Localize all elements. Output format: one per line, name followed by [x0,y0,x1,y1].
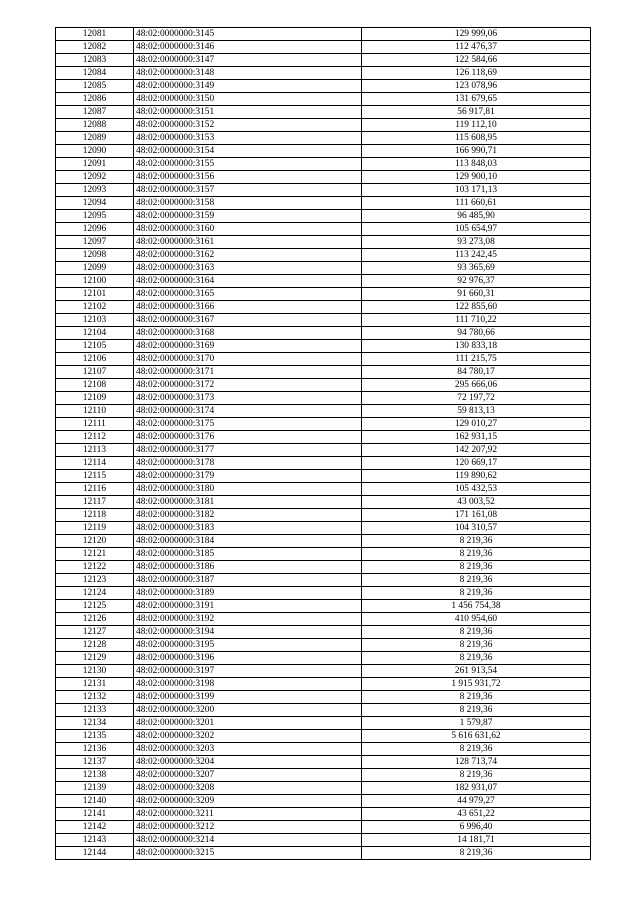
value-cell: 122 855,60 [362,301,591,314]
table-row [56,795,591,808]
table-row [56,847,591,860]
value-cell: 104 310,57 [362,522,591,535]
value-cell: 43 003,52 [362,496,591,509]
value-cell: 115 608,95 [362,132,591,145]
table-row [56,392,591,405]
value-cell: 8 219,36 [362,847,591,860]
value-cell: 8 219,36 [362,548,591,561]
table-row [56,223,591,236]
cadastral-number-cell: 48:02:0000000:3175 [134,418,362,431]
row-number-cell: 12100 [56,275,134,288]
row-number-cell: 12138 [56,769,134,782]
value-cell: 131 679,65 [362,93,591,106]
table-row [56,431,591,444]
row-number-cell: 12095 [56,210,134,223]
value-cell: 5 616 631,62 [362,730,591,743]
row-number-cell: 12099 [56,262,134,275]
table-row [56,405,591,418]
cadastral-number-cell: 48:02:0000000:3209 [134,795,362,808]
cadastral-number-cell: 48:02:0000000:3185 [134,548,362,561]
value-cell: 8 219,36 [362,639,591,652]
table-row [56,145,591,158]
value-cell: 295 666,06 [362,379,591,392]
value-cell: 92 976,37 [362,275,591,288]
value-cell: 128 713,74 [362,756,591,769]
cadastral-number-cell: 48:02:0000000:3208 [134,782,362,795]
value-cell: 129 900,10 [362,171,591,184]
table-row [56,275,591,288]
table-row [56,262,591,275]
row-number-cell: 12143 [56,834,134,847]
table-row [56,652,591,665]
cadastral-number-cell: 48:02:0000000:3202 [134,730,362,743]
row-number-cell: 12098 [56,249,134,262]
cadastral-number-cell: 48:02:0000000:3163 [134,262,362,275]
row-number-cell: 12124 [56,587,134,600]
table-row [56,327,591,340]
row-number-cell: 12139 [56,782,134,795]
cadastral-number-cell: 48:02:0000000:3201 [134,717,362,730]
value-cell: 142 207,92 [362,444,591,457]
cadastral-number-cell: 48:02:0000000:3148 [134,67,362,80]
row-number-cell: 12108 [56,379,134,392]
table-row [56,756,591,769]
row-number-cell: 12089 [56,132,134,145]
table-row [56,210,591,223]
cadastral-number-cell: 48:02:0000000:3151 [134,106,362,119]
value-cell: 410 954,60 [362,613,591,626]
value-cell: 8 219,36 [362,561,591,574]
cadastral-number-cell: 48:02:0000000:3181 [134,496,362,509]
cadastral-number-cell: 48:02:0000000:3197 [134,665,362,678]
value-cell: 182 931,07 [362,782,591,795]
value-cell: 59 813,13 [362,405,591,418]
cadastral-value-table [55,27,591,860]
row-number-cell: 12136 [56,743,134,756]
value-cell: 130 833,18 [362,340,591,353]
cadastral-number-cell: 48:02:0000000:3200 [134,704,362,717]
cadastral-number-cell: 48:02:0000000:3156 [134,171,362,184]
row-number-cell: 12085 [56,80,134,93]
cadastral-number-cell: 48:02:0000000:3147 [134,54,362,67]
cadastral-number-cell: 48:02:0000000:3162 [134,249,362,262]
table-row [56,639,591,652]
value-cell: 129 999,06 [362,28,591,41]
row-number-cell: 12134 [56,717,134,730]
value-cell: 8 219,36 [362,535,591,548]
cadastral-number-cell: 48:02:0000000:3152 [134,119,362,132]
row-number-cell: 12104 [56,327,134,340]
row-number-cell: 12137 [56,756,134,769]
row-number-cell: 12142 [56,821,134,834]
row-number-cell: 12129 [56,652,134,665]
row-number-cell: 12102 [56,301,134,314]
table-row [56,548,591,561]
cadastral-number-cell: 48:02:0000000:3203 [134,743,362,756]
value-cell: 96 485,90 [362,210,591,223]
cadastral-number-cell: 48:02:0000000:3179 [134,470,362,483]
value-cell: 119 112,10 [362,119,591,132]
value-cell: 8 219,36 [362,626,591,639]
value-cell: 111 215,75 [362,353,591,366]
table-row [56,535,591,548]
cadastral-number-cell: 48:02:0000000:3192 [134,613,362,626]
table-row [56,171,591,184]
value-cell: 166 990,71 [362,145,591,158]
cadastral-number-cell: 48:02:0000000:3153 [134,132,362,145]
row-number-cell: 12122 [56,561,134,574]
cadastral-number-cell: 48:02:0000000:3160 [134,223,362,236]
table-row [56,496,591,509]
table-row [56,197,591,210]
value-cell: 8 219,36 [362,652,591,665]
value-cell: 105 432,53 [362,483,591,496]
row-number-cell: 12096 [56,223,134,236]
table-row [56,587,591,600]
row-number-cell: 12090 [56,145,134,158]
cadastral-number-cell: 48:02:0000000:3170 [134,353,362,366]
table-row [56,470,591,483]
value-cell: 113 242,45 [362,249,591,262]
table-row [56,366,591,379]
cadastral-number-cell: 48:02:0000000:3164 [134,275,362,288]
cadastral-number-cell: 48:02:0000000:3182 [134,509,362,522]
table-row [56,80,591,93]
cadastral-number-cell: 48:02:0000000:3207 [134,769,362,782]
cadastral-number-cell: 48:02:0000000:3211 [134,808,362,821]
row-number-cell: 12131 [56,678,134,691]
value-cell: 84 780,17 [362,366,591,379]
cadastral-number-cell: 48:02:0000000:3198 [134,678,362,691]
row-number-cell: 12144 [56,847,134,860]
cadastral-number-cell: 48:02:0000000:3186 [134,561,362,574]
cadastral-number-cell: 48:02:0000000:3195 [134,639,362,652]
value-cell: 91 660,31 [362,288,591,301]
value-cell: 119 890,62 [362,470,591,483]
row-number-cell: 12141 [56,808,134,821]
cadastral-number-cell: 48:02:0000000:3183 [134,522,362,535]
table-row [56,418,591,431]
table-row [56,132,591,145]
table-row [56,457,591,470]
row-number-cell: 12119 [56,522,134,535]
table-row [56,691,591,704]
cadastral-number-cell: 48:02:0000000:3171 [134,366,362,379]
cadastral-number-cell: 48:02:0000000:3187 [134,574,362,587]
value-cell: 111 660,61 [362,197,591,210]
value-cell: 8 219,36 [362,587,591,600]
value-cell: 8 219,36 [362,743,591,756]
cadastral-number-cell: 48:02:0000000:3194 [134,626,362,639]
table-row [56,301,591,314]
value-cell: 94 780,66 [362,327,591,340]
cadastral-number-cell: 48:02:0000000:3150 [134,93,362,106]
value-cell: 126 118,69 [362,67,591,80]
value-cell: 129 010,27 [362,418,591,431]
value-cell: 1 579,87 [362,717,591,730]
row-number-cell: 12081 [56,28,134,41]
table-row [56,613,591,626]
row-number-cell: 12126 [56,613,134,626]
table-row [56,444,591,457]
row-number-cell: 12117 [56,496,134,509]
value-cell: 103 171,13 [362,184,591,197]
value-cell: 171 161,08 [362,509,591,522]
row-number-cell: 12118 [56,509,134,522]
table-row [56,54,591,67]
table-row [56,665,591,678]
cadastral-number-cell: 48:02:0000000:3154 [134,145,362,158]
table-row [56,249,591,262]
row-number-cell: 12112 [56,431,134,444]
row-number-cell: 12082 [56,41,134,54]
table-row [56,600,591,613]
value-cell: 8 219,36 [362,574,591,587]
value-cell: 261 913,54 [362,665,591,678]
value-cell: 1 915 931,72 [362,678,591,691]
row-number-cell: 12128 [56,639,134,652]
value-cell: 1 456 754,38 [362,600,591,613]
value-cell: 14 181,71 [362,834,591,847]
cadastral-number-cell: 48:02:0000000:3167 [134,314,362,327]
value-cell: 93 365,69 [362,262,591,275]
value-cell: 56 917,81 [362,106,591,119]
value-cell: 113 848,03 [362,158,591,171]
table-row [56,236,591,249]
row-number-cell: 12127 [56,626,134,639]
value-cell: 44 979,27 [362,795,591,808]
table-row [56,561,591,574]
value-cell: 120 669,17 [362,457,591,470]
table-row [56,834,591,847]
value-cell: 111 710,22 [362,314,591,327]
value-cell: 72 197,72 [362,392,591,405]
cadastral-number-cell: 48:02:0000000:3178 [134,457,362,470]
table-row [56,808,591,821]
table-row [56,379,591,392]
row-number-cell: 12111 [56,418,134,431]
table-row [56,93,591,106]
value-cell: 43 651,22 [362,808,591,821]
value-cell: 8 219,36 [362,769,591,782]
row-number-cell: 12101 [56,288,134,301]
table-row [56,730,591,743]
cadastral-number-cell: 48:02:0000000:3165 [134,288,362,301]
table-row [56,743,591,756]
row-number-cell: 12123 [56,574,134,587]
value-cell: 122 584,66 [362,54,591,67]
cadastral-number-cell: 48:02:0000000:3177 [134,444,362,457]
cadastral-number-cell: 48:02:0000000:3204 [134,756,362,769]
row-number-cell: 12094 [56,197,134,210]
cadastral-number-cell: 48:02:0000000:3174 [134,405,362,418]
row-number-cell: 12093 [56,184,134,197]
cadastral-number-cell: 48:02:0000000:3199 [134,691,362,704]
table-row [56,769,591,782]
cadastral-number-cell: 48:02:0000000:3196 [134,652,362,665]
cadastral-number-cell: 48:02:0000000:3145 [134,28,362,41]
row-number-cell: 12120 [56,535,134,548]
row-number-cell: 12140 [56,795,134,808]
row-number-cell: 12086 [56,93,134,106]
cadastral-number-cell: 48:02:0000000:3191 [134,600,362,613]
row-number-cell: 12130 [56,665,134,678]
row-number-cell: 12092 [56,171,134,184]
table-row [56,782,591,795]
cadastral-number-cell: 48:02:0000000:3173 [134,392,362,405]
row-number-cell: 12091 [56,158,134,171]
table-row [56,821,591,834]
table-row [56,353,591,366]
value-cell: 112 476,37 [362,41,591,54]
value-cell: 8 219,36 [362,704,591,717]
row-number-cell: 12132 [56,691,134,704]
cadastral-number-cell: 48:02:0000000:3212 [134,821,362,834]
table-row [56,509,591,522]
cadastral-number-cell: 48:02:0000000:3172 [134,379,362,392]
cadastral-number-cell: 48:02:0000000:3214 [134,834,362,847]
cadastral-number-cell: 48:02:0000000:3159 [134,210,362,223]
table-row [56,106,591,119]
table-row [56,340,591,353]
row-number-cell: 12109 [56,392,134,405]
cadastral-number-cell: 48:02:0000000:3180 [134,483,362,496]
cadastral-number-cell: 48:02:0000000:3157 [134,184,362,197]
row-number-cell: 12105 [56,340,134,353]
table-row [56,522,591,535]
cadastral-number-cell: 48:02:0000000:3215 [134,847,362,860]
row-number-cell: 12103 [56,314,134,327]
table-row [56,119,591,132]
row-number-cell: 12087 [56,106,134,119]
row-number-cell: 12115 [56,470,134,483]
table-row [56,574,591,587]
cadastral-number-cell: 48:02:0000000:3169 [134,340,362,353]
table-row [56,678,591,691]
row-number-cell: 12107 [56,366,134,379]
value-cell: 162 931,15 [362,431,591,444]
value-cell: 105 654,97 [362,223,591,236]
cadastral-number-cell: 48:02:0000000:3161 [134,236,362,249]
value-cell: 6 996,40 [362,821,591,834]
table-row [56,704,591,717]
table-row [56,28,591,41]
cadastral-number-cell: 48:02:0000000:3158 [134,197,362,210]
table-row [56,717,591,730]
row-number-cell: 12084 [56,67,134,80]
row-number-cell: 12116 [56,483,134,496]
table-row [56,158,591,171]
cadastral-number-cell: 48:02:0000000:3189 [134,587,362,600]
cadastral-number-cell: 48:02:0000000:3184 [134,535,362,548]
value-cell: 8 219,36 [362,691,591,704]
cadastral-number-cell: 48:02:0000000:3176 [134,431,362,444]
cadastral-number-cell: 48:02:0000000:3168 [134,327,362,340]
cadastral-number-cell: 48:02:0000000:3166 [134,301,362,314]
cadastral-number-cell: 48:02:0000000:3146 [134,41,362,54]
value-cell: 123 078,96 [362,80,591,93]
table-row [56,483,591,496]
row-number-cell: 12106 [56,353,134,366]
row-number-cell: 12133 [56,704,134,717]
row-number-cell: 12088 [56,119,134,132]
row-number-cell: 12125 [56,600,134,613]
table-row [56,288,591,301]
row-number-cell: 12083 [56,54,134,67]
table-row [56,314,591,327]
row-number-cell: 12110 [56,405,134,418]
cadastral-number-cell: 48:02:0000000:3149 [134,80,362,93]
value-cell: 93 273,08 [362,236,591,249]
table-body [56,28,591,860]
cadastral-number-cell: 48:02:0000000:3155 [134,158,362,171]
table-row [56,67,591,80]
row-number-cell: 12097 [56,236,134,249]
row-number-cell: 12135 [56,730,134,743]
table-row [56,184,591,197]
row-number-cell: 12114 [56,457,134,470]
row-number-cell: 12121 [56,548,134,561]
row-number-cell: 12113 [56,444,134,457]
table-row [56,41,591,54]
table-row [56,626,591,639]
